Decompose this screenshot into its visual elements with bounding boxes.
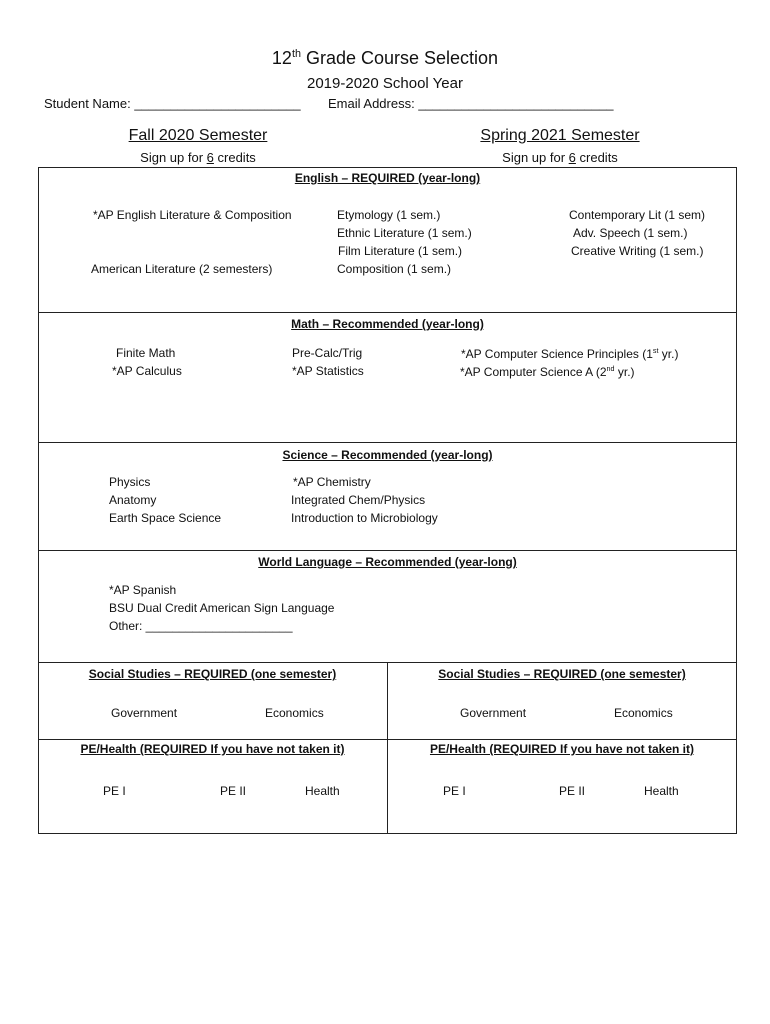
email-address-field[interactable]: Email Address: ___________________________ xyxy=(328,96,614,111)
divider-science-language xyxy=(38,550,737,551)
fall-pe-health-option[interactable]: PE I xyxy=(103,784,126,798)
title-text: Grade Course Selection xyxy=(300,48,499,68)
fall-pe-health-option[interactable]: PE II xyxy=(220,784,247,798)
fall-social-studies-option[interactable]: Economics xyxy=(265,706,324,720)
spring-semester-title: Spring 2021 Semester xyxy=(480,127,640,144)
fall-signup-text: Sign up for 6 credits xyxy=(140,150,256,165)
fall-pe-health-heading: PE/Health (REQUIRED If you have not taken it) xyxy=(80,742,345,756)
english-option[interactable]: Adv. Speech (1 sem.) xyxy=(573,226,688,240)
math-heading: Math – Recommended (year-long) xyxy=(291,317,484,331)
science-option[interactable]: Anatomy xyxy=(109,493,157,507)
spring-signup-text: Sign up for 6 credits xyxy=(502,150,618,165)
world-language-other-field[interactable]: Other: ______________________ xyxy=(109,619,293,633)
english-option[interactable]: Composition (1 sem.) xyxy=(337,262,452,276)
world-language-heading: World Language – Recommended (year-long) xyxy=(258,555,517,569)
spring-pe-health-option[interactable]: PE I xyxy=(443,784,466,798)
math-option[interactable]: *AP Statistics xyxy=(292,364,364,378)
math-option[interactable]: *AP Computer Science A (2nd yr.) xyxy=(460,364,635,379)
page-title xyxy=(0,48,770,69)
spring-social-studies-option[interactable]: Government xyxy=(460,706,527,720)
school-year: 2019-2020 School Year xyxy=(307,75,463,92)
spring-pe-health-option[interactable]: PE II xyxy=(559,784,586,798)
world-language-option[interactable]: BSU Dual Credit American Sign Language xyxy=(109,601,335,615)
english-heading: English – REQUIRED (year-long) xyxy=(294,171,481,185)
science-option[interactable]: Integrated Chem/Physics xyxy=(291,493,426,507)
fall-social-studies-heading: Social Studies – REQUIRED (one semester) xyxy=(88,667,337,681)
divider-math-science xyxy=(38,442,737,443)
spring-credits: 6 xyxy=(568,150,576,165)
fall-semester-title: Fall 2020 Semester xyxy=(128,127,268,144)
spring-pe-health-heading: PE/Health (REQUIRED If you have not taken it) xyxy=(429,742,695,756)
fall-social-studies-option[interactable]: Government xyxy=(111,706,178,720)
math-option[interactable]: Finite Math xyxy=(116,346,176,360)
spring-pe-health-option[interactable]: Health xyxy=(644,784,679,798)
math-option[interactable]: Pre-Calc/Trig xyxy=(292,346,363,360)
science-option[interactable]: *AP Chemistry xyxy=(293,475,371,489)
student-name-field[interactable]: Student Name: _______________________ xyxy=(44,96,301,111)
english-option[interactable]: Film Literature (1 sem.) xyxy=(338,244,463,258)
english-option[interactable]: Ethnic Literature (1 sem.) xyxy=(337,226,472,240)
science-option[interactable]: Earth Space Science xyxy=(109,511,222,525)
math-option[interactable]: *AP Calculus xyxy=(112,364,182,378)
world-language-option[interactable]: *AP Spanish xyxy=(109,583,177,597)
fall-pe-health-option[interactable]: Health xyxy=(305,784,340,798)
english-option[interactable]: *AP English Literature & Composition xyxy=(93,208,292,222)
science-option[interactable]: Physics xyxy=(109,475,151,489)
english-option[interactable]: Contemporary Lit (1 sem) xyxy=(569,208,706,222)
divider-english-math xyxy=(38,312,737,313)
spring-social-studies-option[interactable]: Economics xyxy=(614,706,673,720)
english-option[interactable]: American Literature (2 semesters) xyxy=(91,262,273,276)
science-option[interactable]: Introduction to Microbiology xyxy=(291,511,438,525)
math-option[interactable]: *AP Computer Science Principles (1st yr.) xyxy=(461,346,679,361)
title-number: 12 xyxy=(271,48,292,68)
english-option[interactable]: Etymology (1 sem.) xyxy=(337,208,441,222)
fall-credits: 6 xyxy=(206,150,214,165)
science-heading: Science – Recommended (year-long) xyxy=(282,448,493,462)
english-option[interactable]: Creative Writing (1 sem.) xyxy=(571,244,704,258)
spring-social-studies-heading: Social Studies – REQUIRED (one semester) xyxy=(438,667,686,681)
title-superscript: th xyxy=(291,48,301,60)
